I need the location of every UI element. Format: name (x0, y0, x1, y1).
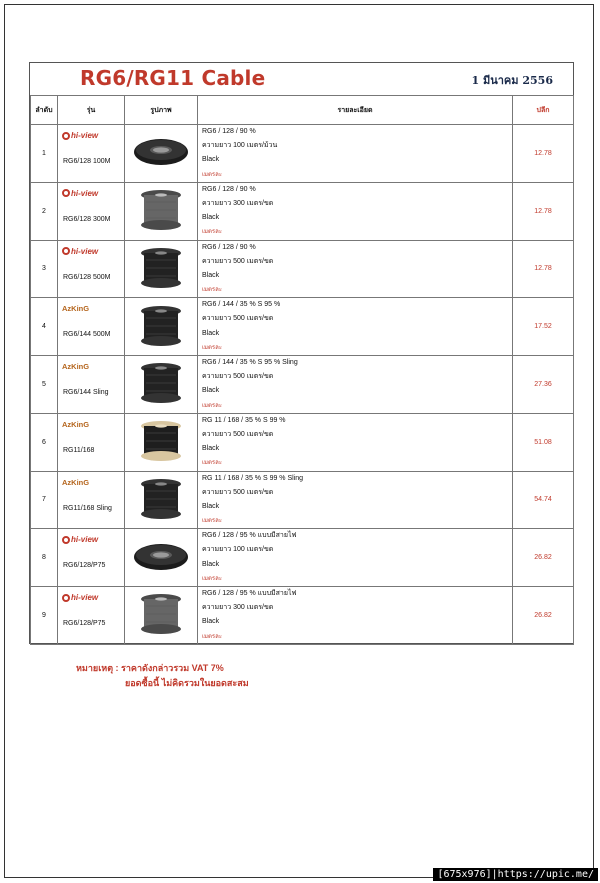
model-name: RG6/128 500M (63, 273, 111, 281)
azking-brand: AzKinG (62, 419, 90, 429)
row-number: 2 (31, 182, 58, 240)
color-text: Black (202, 560, 220, 568)
color-text: Black (202, 445, 220, 453)
unit-text: เมตรละ (202, 402, 223, 409)
row-number: 3 (31, 240, 58, 298)
cable-spool-image (138, 188, 184, 232)
col-header-model: รุ่น (58, 96, 125, 125)
length-text: ความยาว 500 เมตร/ขด (202, 257, 274, 265)
price-cell: 54.74 (513, 471, 574, 529)
spec-text: RG6 / 128 / 90 % (202, 243, 256, 251)
price-cell: 26.82 (513, 587, 574, 645)
price-sheet (29, 62, 574, 644)
spec-text: RG6 / 144 / 35 % S 95 % (202, 301, 281, 309)
model-cell (58, 298, 125, 356)
row-number: 4 (31, 298, 58, 356)
table-header-row (31, 96, 574, 125)
model-name: RG6/128/P75 (63, 620, 106, 627)
model-cell (58, 125, 125, 183)
table-row (31, 356, 574, 414)
product-image-cell (125, 529, 198, 587)
product-image-cell (125, 125, 198, 183)
spec-text: RG 11 / 168 / 35 % S 99 % (202, 416, 286, 424)
note-line-1: หมายเหตุ : ราคาดังกล่าวรวม VAT 7% (76, 663, 224, 673)
detail-cell (198, 413, 513, 471)
length-text: ความยาว 100 เมตร/ขด (202, 546, 274, 554)
image-host-footer: [675x976]|https://upic.me/ (433, 868, 598, 881)
row-number: 6 (31, 413, 58, 471)
length-text: ความยาว 500 เมตร/ขด (202, 373, 274, 381)
product-image-cell (125, 298, 198, 356)
product-image-cell (125, 471, 198, 529)
cable-spool-image (138, 419, 184, 463)
cable-roll-image (133, 135, 189, 169)
azking-brand: AzKinG (62, 362, 90, 371)
color-text: Black (202, 271, 220, 279)
color-text: Black (202, 214, 220, 222)
date-label: 1 มีนาคม 2556 (471, 74, 553, 87)
model-name: RG6/128/P75 (63, 562, 106, 570)
model-name: RG11/168 (63, 446, 95, 454)
hiview-logo-ring-icon (62, 594, 70, 602)
row-number: 7 (31, 471, 58, 529)
price-cell: 26.82 (513, 529, 574, 587)
hiview-logo: hi-view (62, 131, 98, 140)
detail-cell (198, 298, 513, 356)
model-cell (58, 529, 125, 587)
table-row (31, 125, 574, 183)
price-cell: 12.78 (513, 240, 574, 298)
spec-text: RG 11 / 168 / 35 % S 99 % Sling (202, 474, 304, 482)
model-name: RG11/168 Sling (63, 504, 112, 512)
col-header-no: ลำดับ (31, 96, 58, 125)
table-row (31, 298, 574, 356)
table-row (31, 182, 574, 240)
spec-text: RG6 / 128 / 95 % แบบมีสายไฟ (202, 590, 297, 597)
model-cell (58, 587, 125, 645)
row-number: 5 (31, 356, 58, 414)
cable-roll-image (133, 540, 189, 574)
hiview-logo: hi-view (62, 247, 98, 256)
detail-cell (198, 587, 513, 645)
note-line-2: ยอดซื้อนี้ ไม่คิดรวมในยอดสะสม (125, 678, 249, 688)
col-header-image: รูปภาพ (125, 96, 198, 125)
cable-spool-image (138, 246, 184, 290)
detail-cell (198, 471, 513, 529)
hiview-logo: hi-view (62, 593, 98, 602)
unit-text: เมตรละ (202, 575, 223, 582)
model-name: RG6/128 300M (63, 215, 111, 223)
model-cell (58, 182, 125, 240)
color-text: Black (202, 502, 220, 510)
unit-text: เมตรละ (202, 518, 223, 525)
detail-cell (198, 240, 513, 298)
unit-text: เมตรละ (202, 171, 223, 178)
hiview-logo: hi-view (62, 189, 98, 198)
model-name: RG6/128 100M (63, 158, 111, 165)
color-text: Black (202, 387, 220, 395)
azking-brand: AzKinG (62, 304, 90, 314)
cable-spool-image (138, 592, 184, 636)
detail-cell (198, 182, 513, 240)
price-cell: 12.78 (513, 125, 574, 183)
model-cell (58, 471, 125, 529)
length-text: ความยาว 300 เมตร/ขด (202, 199, 274, 207)
hiview-logo: hi-view (62, 535, 98, 544)
length-text: ความยาว 500 เมตร/ขด (202, 315, 274, 323)
model-cell (58, 413, 125, 471)
spec-text: RG6 / 128 / 90 % (202, 128, 256, 135)
detail-cell (198, 125, 513, 183)
hiview-logo-ring-icon (62, 247, 70, 255)
price-cell: 17.52 (513, 298, 574, 356)
table-row (31, 240, 574, 298)
hiview-logo-ring-icon (62, 189, 70, 197)
color-text: Black (202, 156, 220, 164)
price-table (30, 95, 574, 645)
row-number: 1 (31, 125, 58, 183)
spec-text: RG6 / 128 / 90 % (202, 185, 256, 193)
cable-spool-image (138, 304, 184, 348)
table-row (31, 529, 574, 587)
col-header-detail: รายละเอียด (198, 96, 513, 125)
table-row (31, 587, 574, 645)
hiview-logo-ring-icon (62, 132, 70, 140)
product-image-cell (125, 240, 198, 298)
cable-spool-image (138, 361, 184, 405)
table-row (31, 413, 574, 471)
length-text: ความยาว 300 เมตร/ขด (202, 604, 274, 612)
table-row (31, 471, 574, 529)
document-page (4, 4, 594, 878)
hiview-logo-ring-icon (62, 536, 70, 544)
model-cell (58, 240, 125, 298)
model-name: RG6/144 Sling (63, 389, 109, 396)
length-text: ความยาว 500 เมตร/ขด (202, 488, 274, 496)
spec-text: RG6 / 144 / 35 % S 95 % Sling (202, 359, 298, 366)
product-image-cell (125, 413, 198, 471)
unit-text: เมตรละ (202, 229, 223, 236)
detail-cell (198, 356, 513, 414)
azking-brand: AzKinG (62, 477, 90, 487)
unit-text: เมตรละ (202, 460, 223, 467)
length-text: ความยาว 100 เมตร/ม้วน (202, 142, 278, 150)
model-cell (58, 356, 125, 414)
cable-spool-image (138, 477, 184, 521)
color-text: Black (202, 618, 220, 626)
product-image-cell (125, 587, 198, 645)
col-header-price: ปลีก (513, 96, 574, 125)
length-text: ความยาว 500 เมตร/ขด (202, 430, 274, 438)
spec-text: RG6 / 128 / 95 % แบบมีสายไฟ (202, 532, 297, 540)
product-image-cell (125, 182, 198, 240)
product-image-cell (125, 356, 198, 414)
unit-text: เมตรละ (202, 344, 223, 351)
unit-text: เมตรละ (202, 633, 223, 640)
model-name: RG6/144 500M (63, 331, 111, 339)
unit-text: เมตรละ (202, 287, 223, 294)
price-cell: 27.36 (513, 356, 574, 414)
color-text: Black (202, 329, 220, 337)
row-number: 9 (31, 587, 58, 645)
row-number: 8 (31, 529, 58, 587)
detail-cell (198, 529, 513, 587)
price-cell: 12.78 (513, 182, 574, 240)
price-cell: 51.08 (513, 413, 574, 471)
page-title: RG6/RG11 Cable (80, 66, 266, 90)
